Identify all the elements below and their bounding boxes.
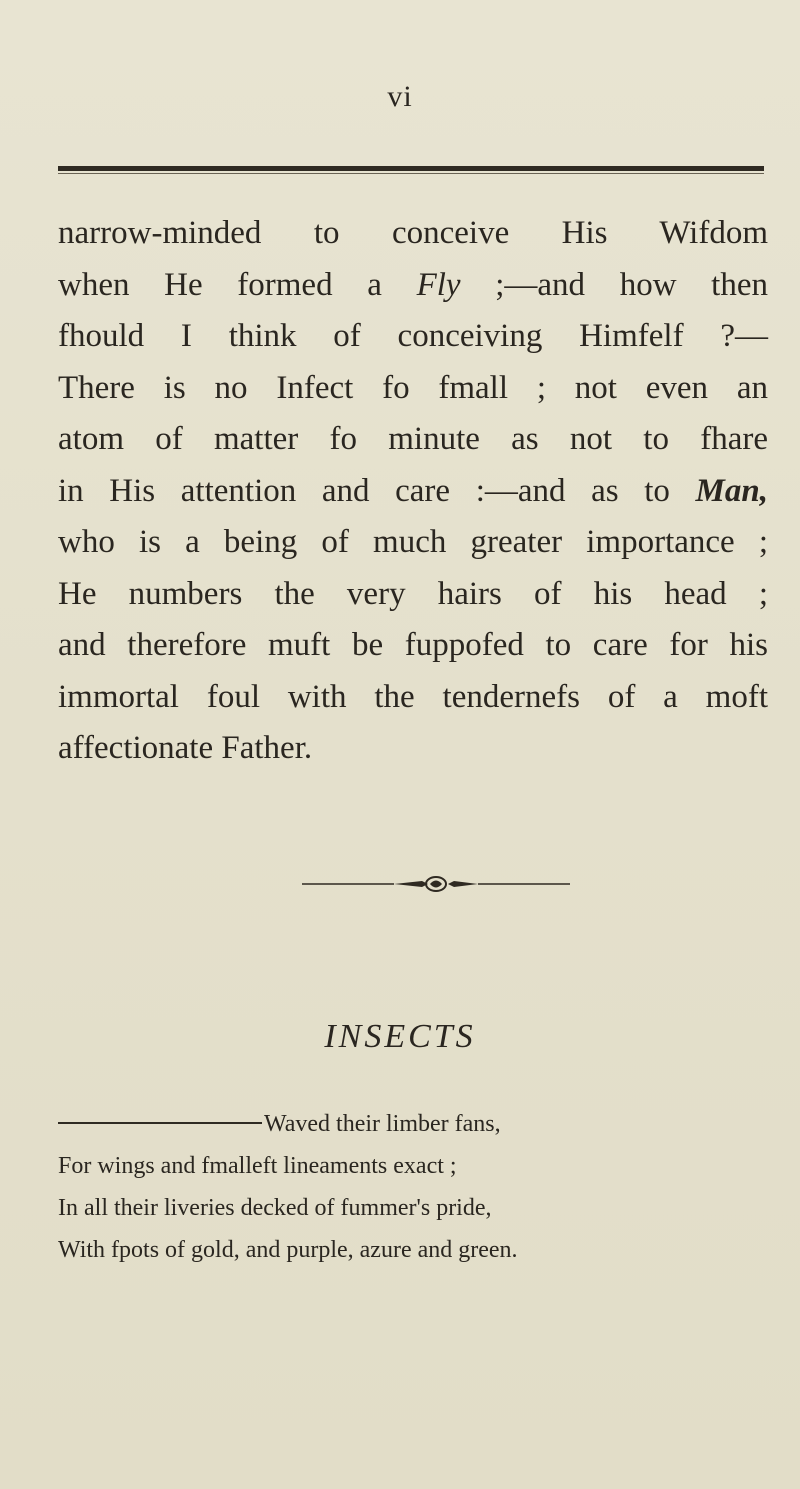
verse-line-2: For wings and fmalleft lineaments exact ; bbox=[58, 1153, 457, 1179]
prose-line-10: immortal foul with the tendernefs of a moft bbox=[58, 678, 768, 715]
prose-line-9: and therefore muft be fuppofed to care for his bbox=[58, 627, 768, 663]
page-number: vi bbox=[387, 80, 413, 113]
verse-line-3: In all their liveries decked of fummer's pride, bbox=[58, 1195, 492, 1221]
prose-line-7: who is a being of much greater importance ; bbox=[58, 524, 768, 560]
prose-line-2-start: when He formed a bbox=[58, 266, 417, 303]
section-ornament bbox=[302, 873, 570, 895]
man-word: Man, bbox=[695, 472, 768, 509]
header-rule-thin bbox=[58, 173, 764, 174]
section-title: INSECTS bbox=[324, 1018, 476, 1055]
verse-line-1 bbox=[58, 1103, 768, 1145]
fly-word: Fly bbox=[416, 266, 461, 303]
prose-line-5: atom of matter fo minute as not to fhare bbox=[58, 421, 768, 457]
verse-block bbox=[58, 1103, 768, 1271]
prose-paragraph bbox=[58, 208, 768, 775]
prose-line-8: He numbers the very hairs of his head ; bbox=[58, 575, 768, 612]
header-rule bbox=[58, 166, 764, 171]
prose-line-2-end: ;—and how then bbox=[460, 266, 768, 303]
prose-line-1: narrow-minded to conceive His Wifdom bbox=[58, 215, 768, 251]
prose-line-6 bbox=[58, 466, 768, 518]
prose-line-3: fhould I think of conceiving Himfelf ?— bbox=[58, 318, 768, 354]
verse-dash bbox=[58, 1122, 262, 1124]
prose-line-4: There is no Infect fo fmall ; not even an bbox=[58, 369, 768, 406]
verse-line-4: With fpots of gold, and purple, azure and green. bbox=[58, 1237, 518, 1263]
prose-line-2 bbox=[58, 260, 768, 312]
verse-line-1-text: Waved their limber fans, bbox=[264, 1111, 501, 1137]
prose-line-6-start: in His attention and care :—and as to bbox=[58, 472, 696, 509]
prose-line-11: affectionate Father. bbox=[58, 730, 313, 766]
